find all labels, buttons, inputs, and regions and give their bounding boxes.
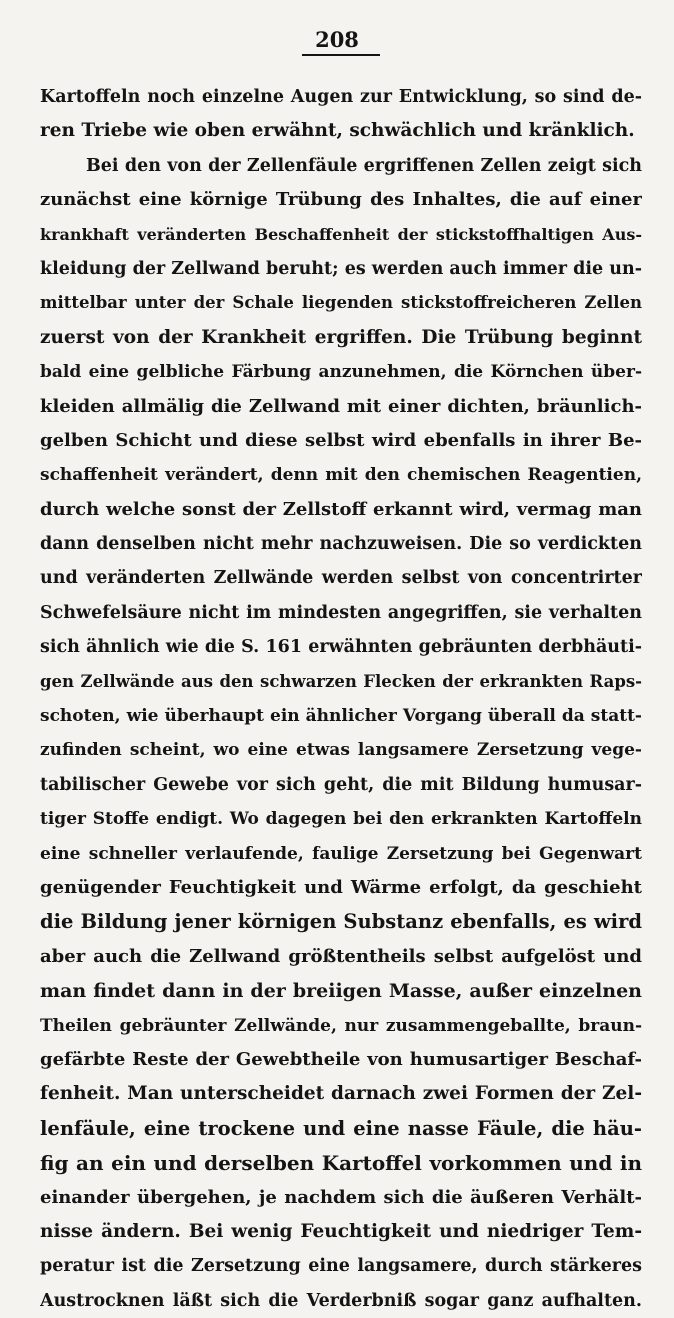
text-line: krankhaft veränderten Beschaffenheit der stickstoffhaltigen Aus- — [40, 224, 642, 244]
paragraph-first-line: Bei den von der Zellenfäule ergriffenen Zellen zeigt sich — [86, 155, 642, 176]
text-line: Kartoffeln noch einzelne Augen zur Entwicklung, so sind de- — [40, 87, 642, 107]
text-line: Austrocknen läßt sich die Verderbniß sogar ganz aufhalten. — [40, 1290, 642, 1311]
text-line: zufinden scheint, wo eine etwas langsamere Zersetzung vege- — [40, 740, 642, 761]
text-line: sich ähnlich wie die S. 161 erwähnten gebräunten derbhäuti- — [40, 637, 642, 658]
text-line: gelben Schicht und diese selbst wird ebenfalls in ihrer Be- — [40, 429, 642, 451]
text-line: aber auch die Zellwand größtentheils selbst aufgelöst und — [40, 945, 642, 967]
text-line: die Bildung jener körnigen Substanz ebenfalls, es wird — [40, 910, 642, 934]
text-line: kleiden allmälig die Zellwand mit einer dichten, bräunlich- — [40, 395, 642, 417]
text-line: durch welche sonst der Zellstoff erkannt wird, vermag man — [40, 498, 642, 520]
text-line: gen Zellwände aus den schwarzen Flecken der erkrankten Raps- — [40, 671, 642, 691]
text-line: einander übergehen, je nachdem sich die äußeren Verhält- — [40, 1186, 642, 1208]
text-line: nisse ändern. Bei wenig Feuchtigkeit und niedriger Tem- — [40, 1220, 642, 1242]
text-line: lenfäule, eine trockene und eine nasse Fäule, die häu- — [40, 1116, 642, 1140]
text-line: mittelbar unter der Schale liegenden stickstoffreicheren Zellen — [40, 293, 642, 313]
text-line: ren Triebe wie oben erwähnt, schwächlich und kränklich. — [40, 120, 635, 142]
text-line: fig an ein und derselben Kartoffel vorkommen und in — [40, 1151, 642, 1176]
text-line: gefärbte Reste der Gewebtheile von humusartiger Beschaf- — [40, 1048, 642, 1070]
text-line: peratur ist die Zersetzung eine langsamere, durch stärkeres — [40, 1256, 642, 1277]
text-line: genügender Feuchtigkeit und Wärme erfolgt, da geschieht — [40, 876, 642, 898]
body-text — [40, 80, 642, 1318]
text-line: bald eine gelbliche Färbung anzunehmen, die Körnchen über- — [40, 362, 642, 383]
text-line: eine schneller verlaufende, faulige Zersetzung bei Gegenwart — [40, 843, 642, 864]
text-line: dann denselben nicht mehr nachzuweisen. Die so verdickten — [40, 534, 642, 555]
text-line: Schwefelsäure nicht im mindesten angegriffen, sie verhalten — [40, 602, 642, 623]
text-line: und veränderten Zellwände werden selbst von concentrirter — [40, 568, 642, 589]
text-line: Theilen gebräunter Zellwände, nur zusammengeballte, braun- — [40, 1015, 642, 1036]
page-number: 208 — [315, 27, 359, 52]
text-line: tiger Stoffe endigt. Wo dagegen bei den erkrankten Kartoffeln — [40, 809, 642, 830]
text-line: schoten, wie überhaupt ein ähnlicher Vorgang überall da statt- — [40, 706, 642, 727]
text-line: tabilischer Gewebe vor sich geht, die mit Bildung humusar- — [40, 774, 642, 795]
text-line: schaffenheit verändert, denn mit den chemischen Reagentien, — [40, 465, 642, 486]
text-line: zunächst eine körnige Trübung des Inhaltes, die auf einer — [40, 189, 642, 211]
text-line: zuerst von der Krankheit ergriffen. Die Trübung beginnt — [40, 326, 642, 348]
text-line: man findet dann in der breiigen Masse, außer einzelnen — [40, 980, 642, 1003]
text-line: kleidung der Zellwand beruht; es werden auch immer die un- — [40, 258, 642, 279]
text-line: fenheit. Man unterscheidet darnach zwei Formen der Zel- — [40, 1083, 642, 1105]
header-rule — [302, 54, 380, 56]
